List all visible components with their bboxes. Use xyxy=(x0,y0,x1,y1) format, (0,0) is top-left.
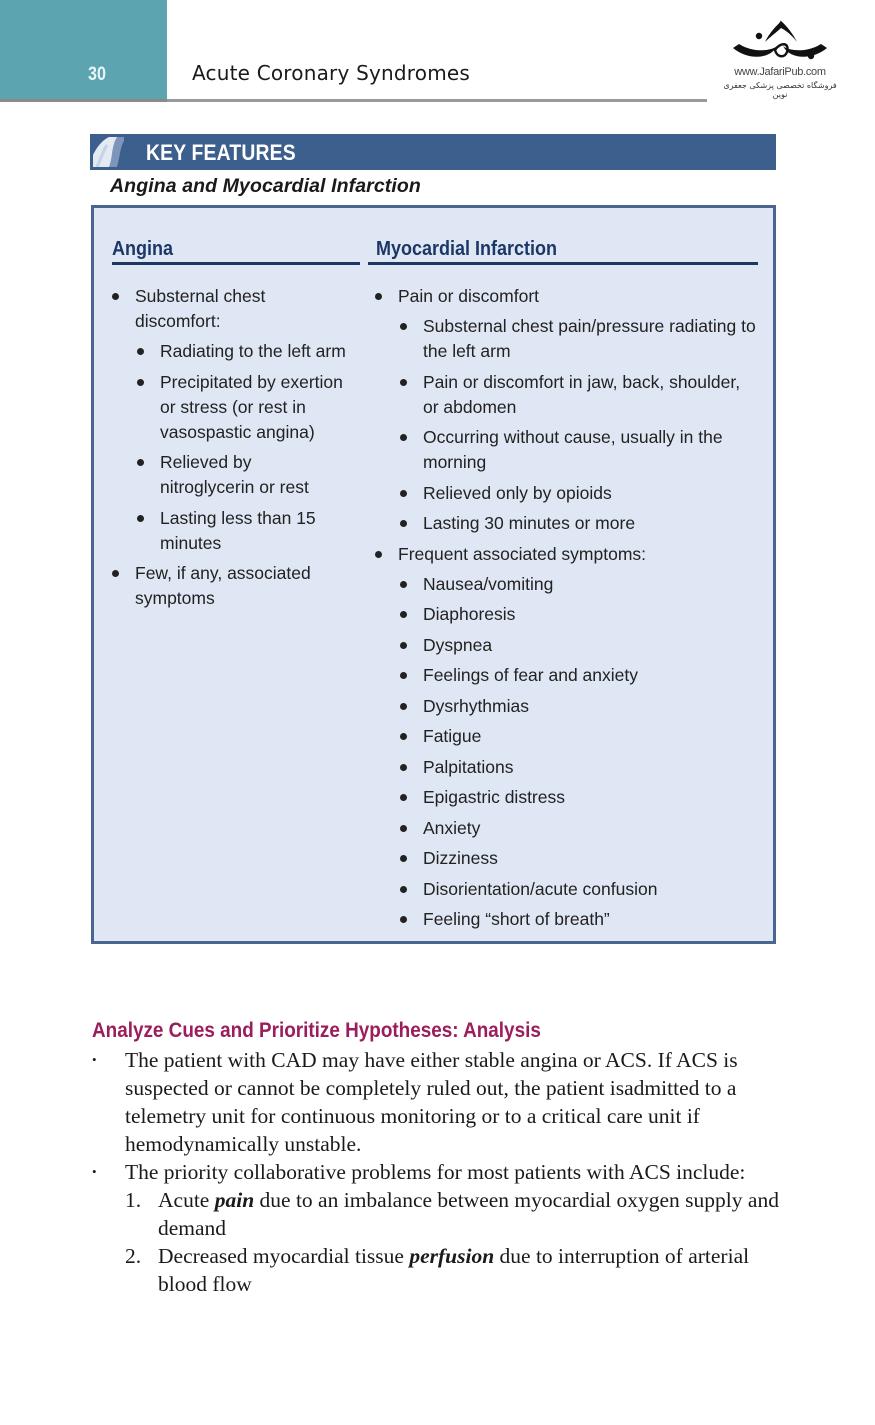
mi-feature-list xyxy=(373,284,758,938)
list-item: Relieved by nitroglycerin or rest xyxy=(135,450,350,500)
list-item: Substernal chest pain/pressure radiating to the left arm xyxy=(398,314,758,364)
header-rule xyxy=(167,99,707,102)
publisher-logo xyxy=(720,20,840,100)
list-item: Lasting less than 15 minutes xyxy=(135,506,350,556)
list-item: Diaphoresis xyxy=(398,602,758,627)
column-rule xyxy=(368,262,758,265)
list-item: Substernal chest discomfort: Radiating to the left arm Precipitated by exertion or stress (or rest in vasospastic angina) Relieved by nitroglycerin or rest Lasting less than 15 minutes xyxy=(110,284,350,556)
page-number: 30 xyxy=(88,64,106,85)
header-accent-block xyxy=(0,0,167,101)
list-item: Precipitated by exertion or stress (or rest in vasospastic angina) xyxy=(135,370,350,445)
calligraphy-logo-icon xyxy=(725,20,835,66)
running-title: Acute Coronary Syndromes xyxy=(192,61,471,85)
list-item: Radiating to the left arm xyxy=(135,339,350,364)
list-item: Disorientation/acute confusion xyxy=(398,877,758,902)
list-item: Epigastric distress xyxy=(398,785,758,810)
list-item: Pain or discomfort Substernal chest pain/pressure radiating to the left arm Pain or discomfort in jaw, back, shoulder, or abdomen Occurring without cause, usually in the morning Relieved only by opioids Lasting 30 minutes or more xyxy=(373,284,758,536)
emphasis-term: pain xyxy=(214,1188,255,1212)
list-item: Occurring without cause, usually in the morning xyxy=(398,425,758,475)
list-item: Relieved only by opioids xyxy=(398,481,758,506)
list-item: Anxiety xyxy=(398,816,758,841)
list-item: Feelings of fear and anxiety xyxy=(398,663,758,688)
list-item: Dyspnea xyxy=(398,633,758,658)
key-features-banner xyxy=(90,134,776,170)
body-bullet: • The priority collaborative problems for most patients with ACS include: 1. Acute pain due to an imbalance between myocardial oxygen supply and demand 2. Decreased myocardial tissue perfusion due to interruption of arterial blood flow xyxy=(92,1158,802,1298)
publisher-url: www.JafariPub.com xyxy=(734,66,826,78)
list-item: Feeling “short of breath” xyxy=(398,907,758,932)
priority-problems-list xyxy=(125,1186,802,1298)
column-heading-mi: Myocardial Infarction xyxy=(376,238,558,260)
list-item: Lasting 30 minutes or more xyxy=(398,511,758,536)
analysis-body xyxy=(92,1046,802,1298)
list-item: Palpitations xyxy=(398,755,758,780)
key-features-icon xyxy=(93,137,124,167)
list-item: 2. Decreased myocardial tissue perfusion due to interruption of arterial blood flow xyxy=(125,1244,750,1296)
emphasis-term: perfusion xyxy=(409,1244,495,1268)
list-item: Dysrhythmias xyxy=(398,694,758,719)
list-item: Dizziness xyxy=(398,846,758,871)
column-rule xyxy=(112,262,360,265)
list-item: Few, if any, associated symptoms xyxy=(110,561,350,611)
list-item: Nausea/vomiting xyxy=(398,572,758,597)
list-item: Fatigue xyxy=(398,724,758,749)
key-features-subtitle: Angina and Myocardial Infarction xyxy=(110,175,421,197)
key-features-box xyxy=(91,205,776,944)
body-bullet: • The patient with CAD may have either stable angina or ACS. If ACS is suspected or cannot be completely ruled out, the patient isadmitted to a telemetry unit for continuous monitoring or to a critical care unit if hemodynamically unstable. xyxy=(92,1046,802,1158)
header-rule xyxy=(0,99,167,102)
column-heading-angina: Angina xyxy=(112,238,174,260)
publisher-tagline: فروشگاه تخصصی پزشکی جعفری نوین xyxy=(723,81,837,99)
section-heading: Analyze Cues and Prioritize Hypotheses: Analysis xyxy=(92,1019,541,1042)
list-item: 1. Acute pain due to an imbalance between myocardial oxygen supply and demand xyxy=(125,1188,779,1240)
list-item: Frequent associated symptoms: Nausea/vomiting Diaphoresis Dyspnea Feelings of fear and anxiety Dysrhythmias Fatigue Palpitations Epigastric distress Anxiety Dizziness Disorientation/acute confusion Feeling “short of breath” xyxy=(373,542,758,933)
key-features-title: KEY FEATURES xyxy=(146,140,296,165)
list-item: Pain or discomfort in jaw, back, shoulder, or abdomen xyxy=(398,370,758,420)
angina-feature-list xyxy=(110,284,350,617)
